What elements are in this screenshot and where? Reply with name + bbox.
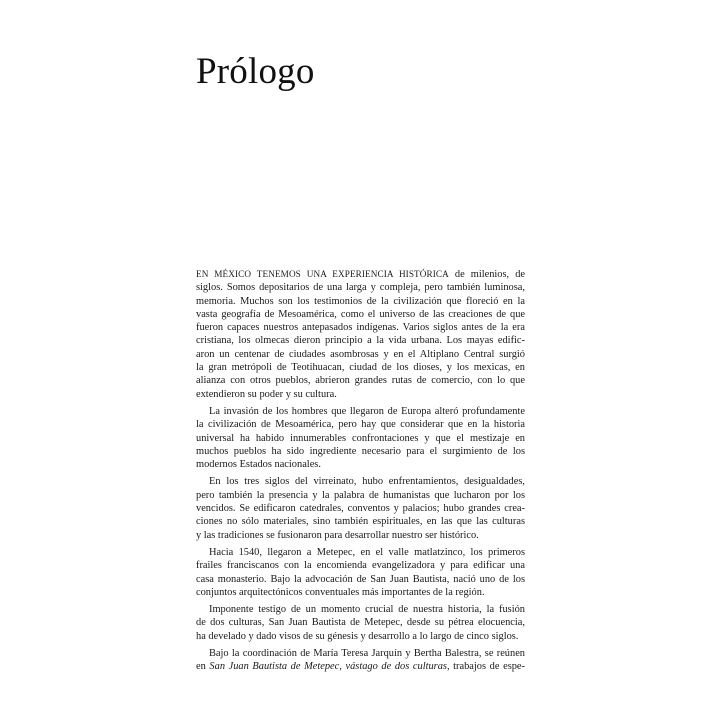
text-line: siglos. Somos depositarios de una larga y compleja, pero también luminosa, <box>196 282 525 294</box>
text-line: ha develado y dado visos de su génesis y desarrollo a lo largo de cinco siglos. <box>196 630 519 642</box>
text-line: Hacia 1540, llegaron a Metepec, en el valle matlatzinco, los primeros <box>209 546 525 558</box>
text-line: aron un centenar de ciudades asombrosas y en el Altiplano Central surgió <box>196 348 525 360</box>
text-line: frailes franciscanos con la encomienda evangelizadora y para edificar una <box>196 560 525 572</box>
page-title: Prólogo <box>196 51 315 92</box>
paragraph-5 <box>196 603 525 643</box>
text-line-part: trabajos de espe- <box>449 661 526 673</box>
text-line: memoria. Muchos son los testimonios de la civilización que floreció en la <box>196 295 525 307</box>
text-line: universal ha habido innumerables confrontaciones y que el mestizaje en <box>196 432 525 444</box>
text-line: y las tradiciones se fusionaron para desarrollar nuestro ser histórico. <box>196 529 479 541</box>
text-line: vasta geografía de Mesoamérica, como el universo de las creaciones de que <box>196 308 525 320</box>
lead-small-caps: EN MÉXICO TENEMOS UNA EXPERIENCIA HISTÓRICA <box>196 269 449 279</box>
text-line: la gran metrópoli de Teotihuacan, ciudad de los dioses, y los mexicas, en <box>196 362 525 374</box>
text-line: cristiana, los olmecas dieron principio a la vida urbana. Los mayas edific- <box>196 335 525 347</box>
text-line <box>196 268 525 281</box>
text-line: modernos Estados nacionales. <box>196 459 321 471</box>
text-line: casa monasterio. Bajo la advocación de San Juan Bautista, nació uno de los <box>196 573 525 585</box>
text-line: fueron capaces nuestros antepasados indígenas. Varios siglos antes de la era <box>196 322 525 334</box>
prologue-body <box>196 268 525 678</box>
text-line: de dos culturas, San Juan Bautista de Metepec, desde su pétrea elocuencia, <box>196 617 525 629</box>
text-line: pero también la presencia y la palabra de humanistas que lucharon por los <box>196 489 525 501</box>
text-line: vencidos. Se edificaron catedrales, conventos y palacios; hubo grandes crea- <box>196 503 525 515</box>
text-line: extendieron su poder y su cultura. <box>196 388 337 400</box>
text-line: Imponente testigo de un momento crucial de nuestra historia, la fusión <box>209 604 525 616</box>
paragraph-4 <box>196 546 525 599</box>
text-line: La invasión de los hombres que llegaron de Europa alteró profundamente <box>209 405 525 417</box>
paragraph-3 <box>196 475 525 541</box>
book-title-italic: San Juan Bautista de Metepec, vástago de dos culturas, <box>209 661 450 673</box>
text-line-part: en <box>196 661 210 673</box>
text-line: muchos pueblos ha sido ingrediente necesario para el surgimiento de los <box>196 445 525 457</box>
text-line: la civilización de Mesoamérica, pero hay que considerar que en la historia <box>196 419 525 431</box>
text-line <box>196 660 525 673</box>
text-line-part: de milenios, de <box>448 269 526 280</box>
paragraph-6 <box>196 647 525 674</box>
text-line: conjuntos arquitectónicos conventuales más importantes de la región. <box>196 586 485 598</box>
paragraph-2 <box>196 405 525 471</box>
text-line: En los tres siglos del virreinato, hubo enfrentamientos, desigualdades, <box>209 476 525 488</box>
text-line: ciones no sólo materiales, sino también espirituales, en las que las culturas <box>196 516 525 528</box>
text-line: alianza con otros pueblos, abrieron grandes rutas de comercio, con lo que <box>196 375 525 387</box>
paragraph-1 <box>196 268 525 401</box>
text-line: Bajo la coordinación de María Teresa Jarquín y Bertha Balestra, se reúnen <box>209 648 525 660</box>
